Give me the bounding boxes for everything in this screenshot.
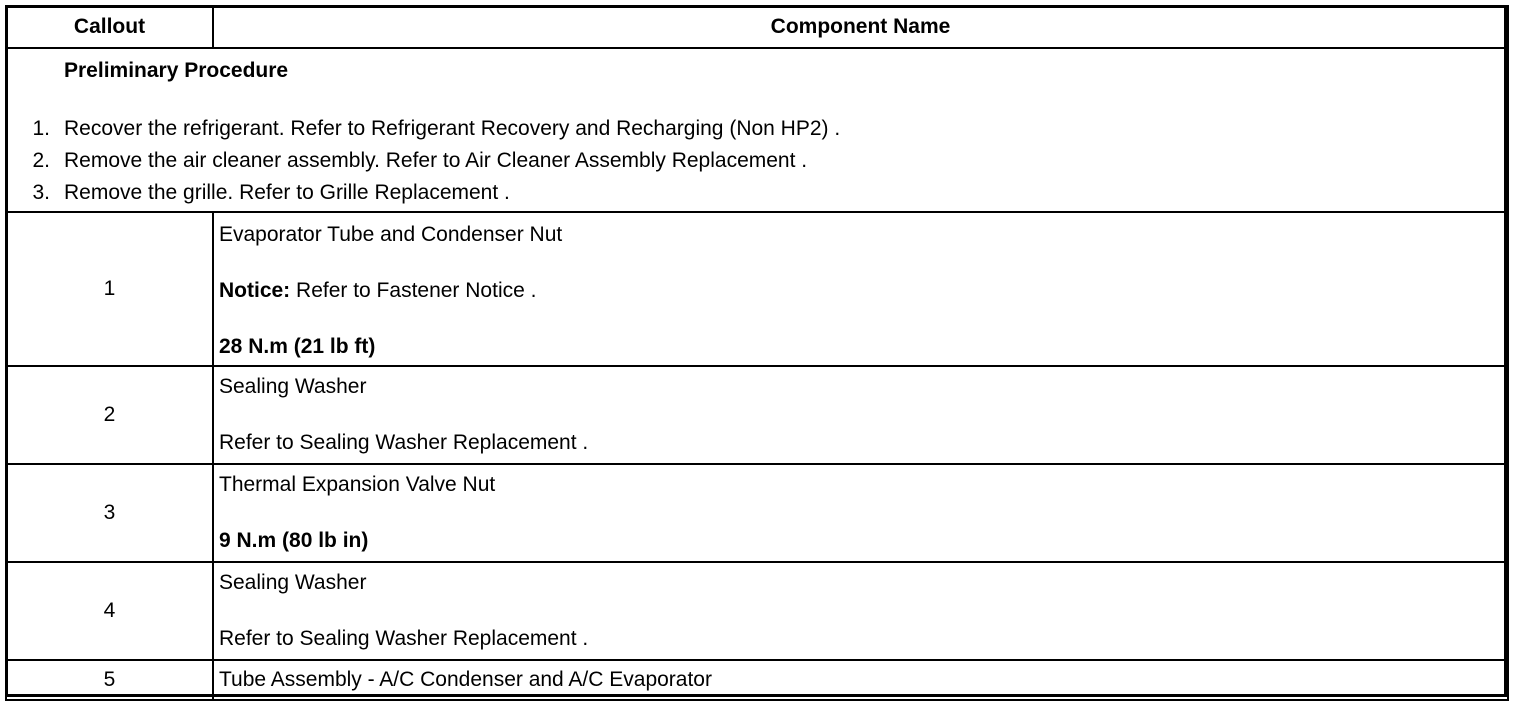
reference-note: Refer to Sealing Washer Replacement . <box>219 627 589 650</box>
callout-cell: 1 <box>6 212 213 366</box>
callout-cell: 2 <box>6 366 213 464</box>
step-number: 3. <box>32 181 50 204</box>
header-callout: Callout <box>6 6 213 48</box>
callout-cell: 3 <box>6 464 213 562</box>
component-name: Evaporator Tube and Condenser Nut <box>219 223 563 246</box>
notice-label: Notice: <box>219 279 291 302</box>
torque-spec: 9 N.m (80 lb in) <box>219 529 369 552</box>
table-outer-border <box>5 5 1507 697</box>
torque-spec: 28 N.m (21 lb ft) <box>219 335 376 358</box>
step-number: 1. <box>32 117 50 140</box>
step-text: Recover the refrigerant. Refer to Refrigerant Recovery and Recharging (Non HP2) . <box>64 117 841 140</box>
step-number: 2. <box>32 149 50 172</box>
preliminary-procedure-title: Preliminary Procedure <box>64 59 289 82</box>
callout-cell: 4 <box>6 562 213 660</box>
step-text: Remove the grille. Refer to Grille Replacement . <box>64 181 510 204</box>
notice-text: Refer to Fastener Notice . <box>290 279 537 302</box>
component-name: Sealing Washer <box>219 375 367 398</box>
component-name: Sealing Washer <box>219 571 367 594</box>
step-text: Remove the air cleaner assembly. Refer to Air Cleaner Assembly Replacement . <box>64 149 808 172</box>
header-component-name: Component Name <box>213 6 1508 48</box>
component-name: Thermal Expansion Valve Nut <box>219 473 496 496</box>
component-name: Tube Assembly - A/C Condenser and A/C Evaporator <box>219 668 712 691</box>
reference-note: Refer to Sealing Washer Replacement . <box>219 431 589 454</box>
callout-cell: 5 <box>6 660 213 700</box>
